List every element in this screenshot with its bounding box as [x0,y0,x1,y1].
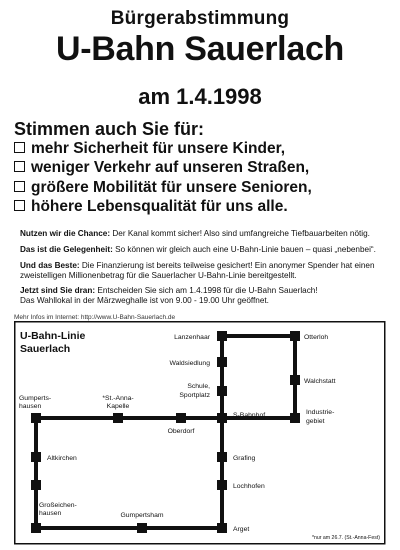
station-marker-kleineichenhausen [31,480,41,490]
station-marker-walchstatt [290,375,300,385]
station-marker-grafing [217,452,227,462]
title-line-1: Bürgerabstimmung [110,8,290,29]
station-marker-grosseichenhausen [31,523,41,533]
station-label-industrie-1: Industrie- [306,409,335,416]
map-footnote: *nur am 26.7. (St.-Anna-Fest) [311,535,380,541]
station-label-waldsiedlung: Waldsiedlung [169,360,210,367]
vote-date: am 1.4.1998 [138,84,262,109]
station-marker-sbahnhof [217,413,227,423]
station-marker-st-anna [113,413,123,423]
station-label-gumpertshausen-2: hausen [19,403,42,410]
station-label-st-anna-1: *St.-Anna- [102,395,134,402]
station-marker-lochhofen [217,480,227,490]
paragraph-best [20,261,390,282]
checkbox-icon [14,161,25,172]
vote-item [14,158,312,177]
title-line-2: U-Bahn Sauerlach [55,30,345,68]
map-title-line-1: U-Bahn-Linie [20,330,86,342]
station-marker-altkirchen [31,452,41,462]
station-label-gumpertsham: Gumpertsham [120,512,164,519]
paragraph-text: Der Kanal kommt sicher! Also sind umfangreiche Tiefbauarbeiten nötig. [110,229,370,238]
paragraph-lead: Jetzt sind Sie dran: [20,286,96,295]
paragraph-text: Entscheiden Sie sich am 1.4.1998 für die U-Bahn Sauerlach! [95,286,318,295]
checkbox-icon [14,181,25,192]
station-label-schule-2: Sportplatz [179,392,210,399]
map-title-line-2: Sauerlach [20,343,71,355]
station-labels [19,334,336,533]
more-info-link[interactable]: Mehr Infos im Internet: http://www.U-Bahn-Sauerlach.de [14,314,176,321]
station-label-schule-1: Schule, [187,383,210,390]
paragraph-lead: Das ist die Gelegenheit: [20,245,113,254]
station-label-industrie-2: gebiet [306,418,325,425]
paragraph-lead: Nutzen wir die Chance: [20,229,111,238]
station-marker-industriegebiet [290,413,300,423]
station-marker-waldsiedlung [217,357,227,367]
route-lines [36,336,295,528]
station-label-arget: Arget [233,526,250,533]
paragraph-your-turn [20,286,390,307]
station-label-grafing: Grafing [233,455,256,462]
checkbox-icon [14,200,25,211]
station-marker-oberdorf [176,413,186,423]
paragraph-text: So können wir gleich auch eine U-Bahn-Linie bauen – quasi „nebenbei“. [112,245,376,254]
vote-item-label: größere Mobilität für unsere Senioren, [31,178,312,196]
station-marker-gumpertsham [137,523,147,533]
vote-item [14,197,312,216]
station-marker-gumpertshausen [31,413,41,423]
paragraph-opportunity [20,245,390,255]
station-label-lochhofen: Lochhofen [233,483,265,490]
station-label-grosseichenhausen-1: Großeichen- [39,502,77,509]
station-marker-schule [217,386,227,396]
station-label-otterloh: Otterloh [304,334,329,341]
station-label-grosseichenhausen-2: hausen [39,510,62,517]
station-marker-otterloh [290,331,300,341]
vote-checklist [14,139,312,216]
station-marker-lanzenhaar [217,331,227,341]
vote-item-label: weniger Verkehr auf unseren Straßen, [31,159,310,177]
paragraph-text: Die Finanzierung ist bereits teilweise gesichert! Ein anonymer Spender hat einen zweistelligen Millionenbetrag für die Sauerlacher U-Bahn-Linie bereitgestellt. [20,261,375,281]
vote-item-label: mehr Sicherheit für unsere Kinder, [31,140,286,157]
station-label-sbahnhof: S-Bahnhof [233,412,266,419]
station-label-gumpertshausen-1: Gumperts- [19,395,52,402]
vote-item-label: höhere Lebensqualität für uns alle. [31,197,288,215]
paragraph-chance [20,229,390,239]
vote-item [14,178,312,197]
map-frame [15,322,385,544]
paragraph-lead: Und das Beste: [20,261,80,270]
station-label-walchstatt: Walchstatt [304,378,336,385]
polling-hours: Das Wahllokal in der Märzweghalle ist von 9.00 - 19.00 Uhr geöffnet. [20,296,269,306]
station-marker-arget [217,523,227,533]
vote-intro: Stimmen auch Sie für: [14,119,205,139]
station-label-altkirchen: Altkirchen [47,455,77,462]
station-label-lanzenhaar: Lanzenhaar [174,334,210,341]
station-label-oberdorf: Oberdorf [167,428,195,435]
vote-item [14,139,312,158]
checkbox-icon [14,142,25,153]
station-label-st-anna-2: Kapelle [106,403,130,410]
u-bahn-route-map [14,321,386,545]
